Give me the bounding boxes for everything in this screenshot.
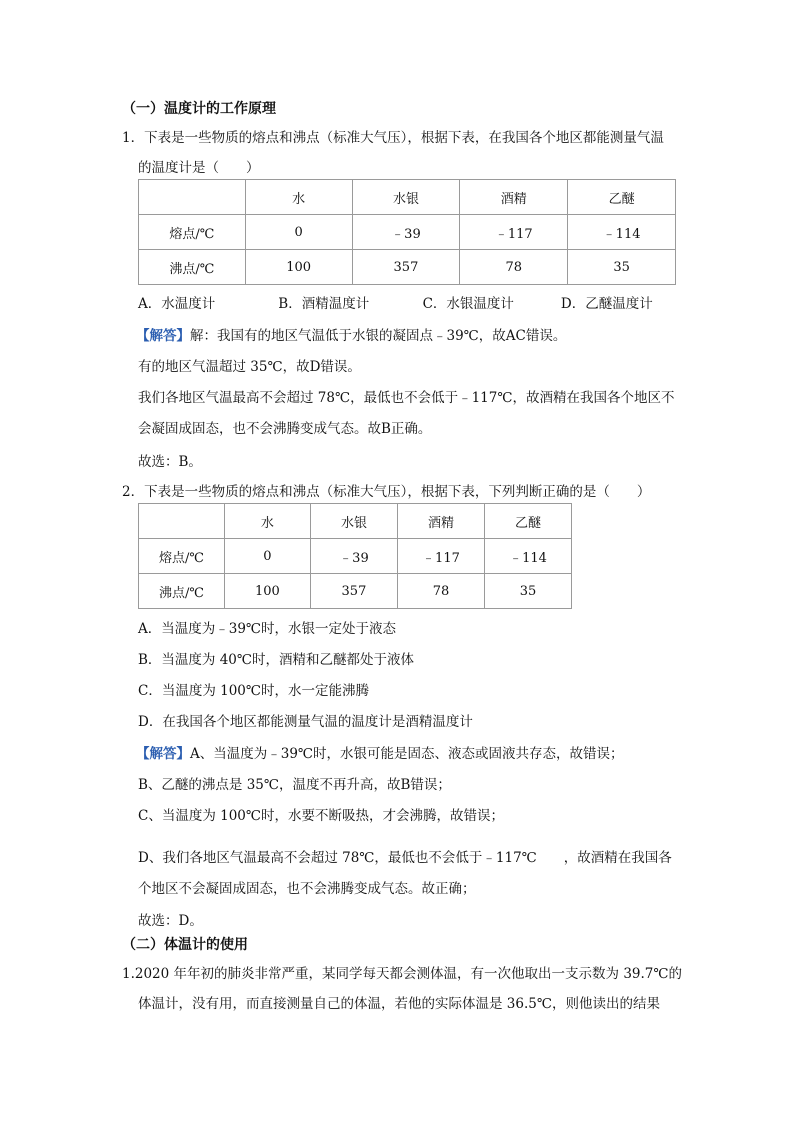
answer-text: 会凝固成固态，也不会沸腾变成气态。故B正确。 bbox=[138, 421, 432, 437]
question-3-line-1: 1.2020 年年初的肺炎非常严重，某同学每天都会测体温，有一次他取出一支示数为 39.7℃的 bbox=[122, 966, 682, 982]
answer-text: 解：我国有的地区气温低于水银的凝固点﹣39℃，故AC错误。 bbox=[190, 328, 567, 344]
answer-text: 个地区不会凝固成固态，也不会沸腾变成气态。故正确； bbox=[138, 881, 476, 897]
answer-text: A、当温度为﹣39℃时，水银可能是固态、液态或固液共存态，故错误； bbox=[190, 746, 624, 762]
table-cell: 沸点/℃ bbox=[139, 250, 246, 285]
table-cell: ﹣114 bbox=[484, 539, 571, 574]
table-cell: ﹣114 bbox=[568, 215, 676, 250]
question-1-answer-line bbox=[136, 324, 566, 344]
option-b: B．酒精温度计 bbox=[278, 296, 370, 312]
table-cell: 100 bbox=[224, 574, 310, 609]
table-cell: ﹣117 bbox=[460, 215, 568, 250]
table-header-cell: 乙醚 bbox=[568, 180, 676, 215]
answer-text: 我们各地区气温最高不会超过 78℃，最低也不会低于﹣117℃，故酒精在我国各个地区不 bbox=[138, 390, 675, 406]
question-2-answer-line bbox=[136, 742, 624, 762]
table-cell: 0 bbox=[224, 539, 310, 574]
question-1-line-2: 的温度计是（ ） bbox=[138, 160, 260, 176]
option-a: A．当温度为﹣39℃时，水银一定处于液态 bbox=[138, 621, 397, 637]
table-header-cell: 酒精 bbox=[460, 180, 568, 215]
table-cell: 熔点/℃ bbox=[139, 539, 225, 574]
table-header-cell: 乙醚 bbox=[484, 504, 571, 539]
table-cell: 沸点/℃ bbox=[139, 574, 225, 609]
question-2-line-1: 2．下表是一些物质的熔点和沸点（标准大气压），根据下表，下列判断正确的是（ ） bbox=[122, 484, 651, 500]
table-row bbox=[139, 215, 676, 250]
table-cell: 熔点/℃ bbox=[139, 215, 246, 250]
option-b: B．当温度为 40℃时，酒精和乙醚都处于液体 bbox=[138, 652, 414, 668]
table-row bbox=[139, 250, 676, 285]
table-cell: ﹣39 bbox=[310, 539, 397, 574]
question-3-line-2: 体温计，没有用，而直接测量自己的体温，若他的实际体温是 36.5℃，则他读出的结果 bbox=[138, 996, 660, 1012]
table-header-cell bbox=[139, 180, 246, 215]
question-1-options bbox=[138, 292, 653, 312]
answer-text: 有的地区气温超过 35℃，故D错误。 bbox=[138, 359, 361, 375]
table-header-cell: 酒精 bbox=[397, 504, 484, 539]
answer-tag: 【解答】 bbox=[136, 328, 190, 344]
option-c: C．当温度为 100℃时，水一定能沸腾 bbox=[138, 683, 369, 699]
question-2-table bbox=[138, 503, 572, 609]
section-title: （二）体温计的使用 bbox=[122, 937, 248, 953]
table-cell: 78 bbox=[460, 250, 568, 285]
table-cell: 35 bbox=[568, 250, 676, 285]
table-cell: 100 bbox=[245, 250, 352, 285]
section-title: （一）温度计的工作原理 bbox=[122, 101, 276, 117]
answer-text: 故选：D。 bbox=[138, 913, 203, 929]
option-d: D．乙醚温度计 bbox=[560, 296, 653, 312]
answer-text: B、乙醚的沸点是 35℃，温度不再升高，故B错误； bbox=[138, 777, 451, 793]
question-1-line-1: 1．下表是一些物质的熔点和沸点（标准大气压），根据下表，在我国各个地区都能测量气温 bbox=[122, 130, 664, 146]
table-cell: 0 bbox=[245, 215, 352, 250]
table-cell: 357 bbox=[352, 250, 460, 285]
table-cell: ﹣117 bbox=[397, 539, 484, 574]
answer-text: C、当温度为 100℃时，水要不断吸热，才会沸腾，故错误； bbox=[138, 808, 504, 824]
option-d: D．在我国各个地区都能测量气温的温度计是酒精温度计 bbox=[138, 714, 473, 730]
table-cell: 35 bbox=[484, 574, 571, 609]
table-header-cell: 水 bbox=[245, 180, 352, 215]
option-c: C．水银温度计 bbox=[422, 296, 514, 312]
table-cell: 78 bbox=[397, 574, 484, 609]
question-1-table bbox=[138, 179, 676, 285]
answer-text: D、我们各地区气温最高不会超过 78℃，最低也不会低于﹣117℃ ，故酒精在我国各 bbox=[138, 850, 672, 866]
table-row bbox=[139, 539, 572, 574]
answer-tag: 【解答】 bbox=[136, 746, 190, 762]
table-cell: 357 bbox=[310, 574, 397, 609]
table-cell: ﹣39 bbox=[352, 215, 460, 250]
table-row bbox=[139, 574, 572, 609]
answer-text: 故选：B。 bbox=[138, 454, 202, 470]
table-header-cell: 水银 bbox=[310, 504, 397, 539]
option-a: A．水温度计 bbox=[138, 296, 216, 312]
table-header-cell: 水 bbox=[224, 504, 310, 539]
table-header-cell bbox=[139, 504, 225, 539]
table-header-cell: 水银 bbox=[352, 180, 460, 215]
